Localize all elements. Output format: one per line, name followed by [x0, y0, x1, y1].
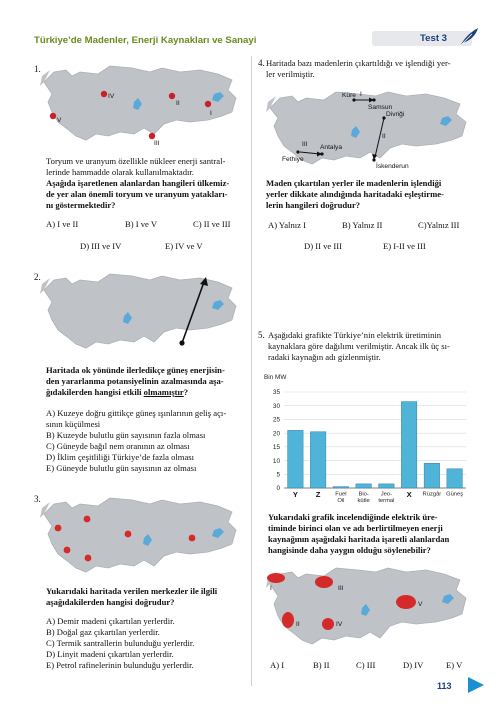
- q1-option-b[interactable]: B) I ve V: [125, 219, 158, 229]
- feather-icon: [458, 27, 480, 47]
- place-samsun: Samsun: [368, 104, 393, 111]
- q1-label-I: I: [210, 110, 212, 117]
- chart-bar-7: [447, 469, 462, 488]
- column-divider: [251, 56, 252, 686]
- q1-option-e[interactable]: E) IV ve V: [165, 241, 203, 251]
- q5-label-I: I: [270, 585, 272, 592]
- q5-option-a[interactable]: A) I: [270, 660, 285, 670]
- q4-text: Maden çıkartılan yerler ile madenlerin işlendiği yerler dikkate alındığında haritadaki eşleştirme- lerin hangileri doğrudur?: [266, 178, 444, 210]
- q2-option-d[interactable]: D) İklim çeşitliliği Türkiye’de fazla olması: [46, 452, 195, 462]
- region-V-marker: [396, 595, 416, 609]
- q4-intro: Haritada bazı madenlerin çıkartıldığı ve işlendiği yer- ler verilmiştir.: [266, 58, 451, 79]
- q3-option-d[interactable]: D) Linyit madeni çıkartılan yerlerdir.: [46, 649, 174, 659]
- place-kure: Küre: [342, 92, 356, 99]
- chart-category-label: Oil: [337, 498, 345, 504]
- q5-option-e[interactable]: E) V: [446, 660, 463, 670]
- q1-option-c[interactable]: C) II ve III: [193, 219, 231, 229]
- chart-ytick-label: 0: [276, 485, 280, 493]
- chart-bar-3: [356, 484, 371, 488]
- chart-category-label: Rüzgâr: [422, 491, 442, 498]
- q5-option-d[interactable]: D) IV: [403, 660, 424, 670]
- q4-option-b[interactable]: B) Yalnız II: [342, 220, 383, 230]
- region-IV-marker: [322, 618, 334, 630]
- chart-bar-4: [379, 484, 394, 488]
- chart-ytick-label: 15: [272, 444, 280, 452]
- q5-turkey-map: [264, 560, 474, 654]
- q5-number: 5.: [258, 330, 265, 340]
- q4-option-e[interactable]: E) I-II ve III: [383, 241, 426, 251]
- q3-number: 3.: [34, 494, 41, 504]
- q5-label-V: V: [418, 601, 423, 608]
- q3-option-c[interactable]: C) Termik santrallerin bulunduğu yerlerdir.: [46, 638, 195, 648]
- q2-text: Haritada ok yönünde ilerledikçe güneş enerjisin- den yararlanma potansiyelinin azalmasında aşa- ğıdakilerden hangisi etkili olmamıştır?: [46, 365, 225, 397]
- q2-number: 2.: [34, 272, 41, 282]
- page-number: 113: [437, 681, 452, 691]
- q3-turkey-map: [40, 496, 240, 578]
- chart-category-label: Fuel: [335, 491, 347, 498]
- q1-turkey-map: [40, 64, 240, 152]
- q5-label-II: II: [296, 621, 300, 628]
- chart-category-label: X: [406, 490, 412, 499]
- q1-label-V: V: [57, 117, 62, 124]
- q3-text: Yukarıdaki haritada verilen merkezler ile ilgili aşağıdakilerden hangisi doğrudur?: [46, 586, 218, 607]
- numeral-II: II: [382, 133, 386, 140]
- q1-option-a[interactable]: A) I ve II: [46, 219, 79, 229]
- q5-label-IV: IV: [336, 621, 343, 628]
- test-label: Test 3: [420, 33, 448, 44]
- q2-option-a[interactable]: A) Kuzeye doğru gittikçe güneş ışınlarının geliş açı-: [46, 408, 227, 418]
- place-fethiye: Fethiye: [282, 156, 304, 163]
- chart-category-label: Z: [315, 490, 321, 499]
- q2-turkey-map: [40, 272, 240, 356]
- q1-option-d[interactable]: D) III ve IV: [80, 241, 122, 251]
- chart-ylabel: Bin MW: [264, 374, 287, 381]
- numeral-I: I: [360, 91, 362, 98]
- q4-option-d[interactable]: D) II ve III: [304, 241, 342, 251]
- q2-option-a-cont[interactable]: sının küçülmesi: [46, 419, 101, 429]
- q1-label-IV: IV: [108, 93, 115, 100]
- chart-category-label: Bio-: [358, 491, 369, 498]
- electricity-bar-chart: [262, 370, 474, 506]
- q2-option-c[interactable]: C) Güneyde bağıl nem oranının az olması: [46, 441, 190, 451]
- numeral-III: III: [302, 141, 308, 148]
- q4-number: 4.: [258, 58, 265, 68]
- chart-category-label: Y: [292, 490, 298, 499]
- q5-option-c[interactable]: C) III: [356, 660, 376, 670]
- region-II-marker: [282, 612, 294, 628]
- chart-ytick-label: 20: [272, 430, 280, 438]
- chart-ytick-label: 5: [276, 471, 280, 479]
- q1-number: 1.: [34, 64, 41, 74]
- chart-bar-6: [424, 463, 439, 488]
- turkey-outline: [270, 92, 466, 164]
- region-I-marker: [267, 573, 285, 583]
- page-header-title: Türkiye’de Madenler, Enerji Kaynakları ve Sanayi: [34, 35, 257, 46]
- q5-label-III: III: [338, 585, 344, 592]
- turkey-outline: [270, 568, 466, 644]
- chart-ytick-label: 10: [272, 457, 280, 465]
- q4-turkey-map: [264, 86, 474, 170]
- q2-option-e[interactable]: E) Güneyde bulutlu gün sayısının az olması: [46, 463, 197, 473]
- q4-option-a[interactable]: A) Yalnız I: [268, 220, 306, 230]
- chart-category-label: termal: [378, 498, 395, 504]
- turkey-outline: [44, 498, 236, 572]
- q3-option-a[interactable]: A) Demir madeni çıkartılan yerlerdir.: [46, 616, 175, 626]
- chart-bar-2: [333, 487, 348, 488]
- q5-option-b[interactable]: B) II: [313, 660, 330, 670]
- chart-ytick-label: 25: [272, 416, 280, 424]
- chart-ytick-label: 30: [272, 402, 280, 410]
- q1-label-II: II: [176, 100, 180, 107]
- chart-category-label: Güneş: [446, 491, 464, 498]
- q5-intro: Aşağıdaki grafikte Türkiye’nin elektrik üretiminin kaynaklara göre dağılımı verilmiştir. Ancak ilk üç sı- radaki kaynağın adı gizlenmiştir.: [268, 330, 450, 362]
- q2-options: [46, 408, 226, 474]
- q5-text: Yukarıdaki grafik incelendiğinde elektrik üre- timinde birinci olan ve adı berlirtilmeyen enerji kaynağının aşağıdaki haritada işaretli alanlardan hangisinde daha yaygın olduğu söylenebilir?: [268, 512, 450, 555]
- q1-label-III: III: [154, 140, 160, 147]
- place-iskenderun: İskenderun: [376, 163, 409, 170]
- chart-category-label: Jeo-: [380, 491, 393, 498]
- chart-ytick-label: 35: [272, 389, 280, 397]
- place-divrigi: Divriği: [386, 111, 405, 118]
- q3-option-e[interactable]: E) Petrol rafinelerinin bulunduğu yerlerdir.: [46, 660, 194, 670]
- q2-option-b[interactable]: B) Kuzeyde bulutlu gün sayısının fazla olması: [46, 430, 206, 440]
- region-III-marker: [315, 576, 333, 588]
- q3-options: [46, 616, 194, 671]
- q1-text: Toryum ve uranyum özellikle nükleer enerji santral- lerinde hammadde olarak kullanılmaktadır. Aşağıda işaretlenen alanlardan hangileri ülkemiz- de yer alan önemli toryum ve uranyum yatakları- nı göstermektedir?: [46, 156, 230, 210]
- chart-bar-1: [310, 432, 325, 488]
- place-antalya: Antalya: [320, 144, 342, 151]
- q4-option-c[interactable]: C)Yalnız III: [418, 220, 460, 230]
- chart-bar-5: [401, 402, 416, 488]
- chart-bar-0: [288, 430, 303, 488]
- chart-category-label: kütle: [357, 498, 370, 504]
- q3-option-b[interactable]: B) Doğal gaz çıkartılan yerlerdir.: [46, 627, 160, 637]
